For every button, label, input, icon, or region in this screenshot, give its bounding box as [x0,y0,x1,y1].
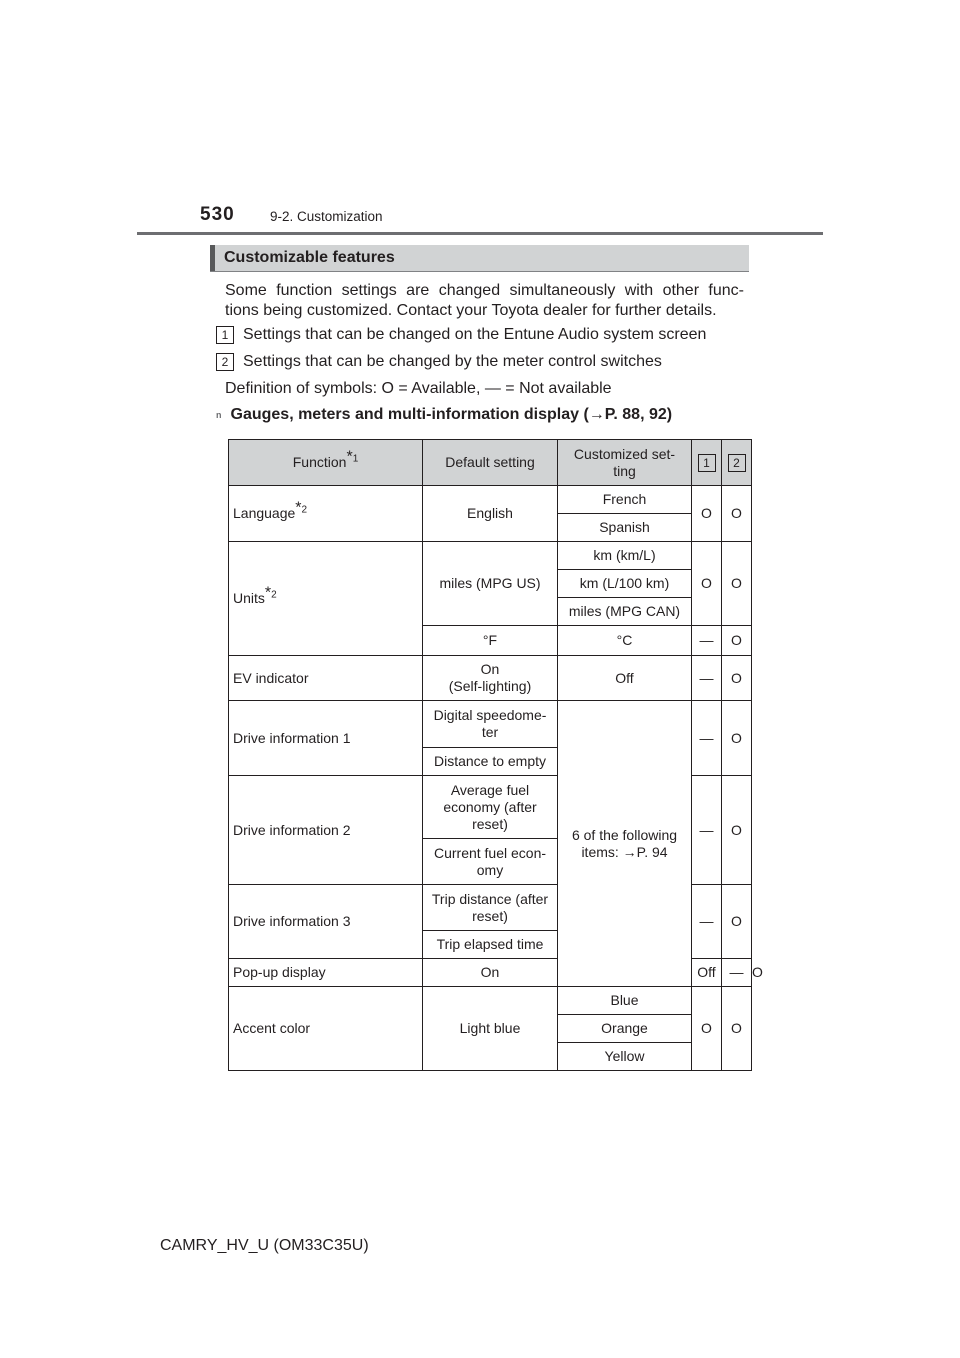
custom-option: miles (MPG CAN) [558,598,692,626]
availability-mark: — [722,959,752,987]
custom-option: °C [558,626,692,656]
header-col-2 [722,440,752,486]
availability-mark: O [722,701,752,776]
header-custom: Customized set- ting [558,440,692,486]
availability-mark: O [722,656,752,701]
table-row [229,486,752,514]
header-divider [137,232,823,235]
row-label-accent-color: Accent color [229,987,423,1071]
number-1-icon: 1 [216,326,234,344]
subsection-title: Gauges, meters and multi-information display (→P. 88, 92) [230,406,673,423]
availability-mark: O [722,542,752,626]
table-row: Pop-up display On Off — O [229,959,752,987]
row-label-drive-info-2: Drive information 2 [229,776,423,885]
number-1-icon: 1 [698,454,716,472]
table-row [229,701,752,748]
custom-option: Yellow [558,1043,692,1071]
custom-option: km (km/L) [558,542,692,570]
row-label-popup-display: Pop-up display [229,959,423,987]
number-2-icon: 2 [728,454,746,472]
bullet-icon: n [216,410,222,420]
availability-mark: — [692,776,722,885]
custom-option: Blue [558,987,692,1015]
row-label-drive-info-3: Drive information 3 [229,885,423,959]
legend-item-2 [216,353,662,371]
custom-option: km (L/100 km) [558,570,692,598]
row-label-ev-indicator: EV indicator [229,656,423,701]
custom-option: Off [558,656,692,701]
default-value: Light blue [423,987,558,1071]
intro-line-1: Some function settings are changed simultaneously with other func- [225,282,744,299]
row-label-language: Language*$^2$ [229,486,423,542]
availability-mark: O [722,987,752,1071]
custom-option: 6 of the following items: →P. 94 [558,701,692,987]
legend-item-1 [216,326,706,344]
default-value: Digital speedome- ter [423,701,558,748]
legend-text: Settings that can be changed on the Entune Audio system screen [243,326,707,343]
default-value: Distance to empty [423,748,558,776]
default-value: Average fuel economy (after reset) [423,776,558,839]
availability-mark: — [692,701,722,776]
customization-table [228,439,763,1071]
default-value: Trip elapsed time [423,931,558,959]
header-function: Function*$^1$ [229,440,423,486]
default-value: On [423,959,558,987]
intro-line-2: tions being customized. Contact your Toyota dealer for further details. [225,302,717,319]
table-row [229,656,752,701]
custom-option: Orange [558,1015,692,1043]
number-2-icon: 2 [216,353,234,371]
table-header-row [229,440,752,486]
availability-mark: — [692,656,722,701]
availability-mark: — [692,885,722,959]
document-code: CAMRY_HV_U (OM33C35U) [160,1237,369,1254]
availability-mark: O [692,486,722,542]
default-value: °F [423,626,558,656]
section-heading: Customizable features [224,249,395,266]
header-col-1 [692,440,722,486]
row-label-drive-info-1: Drive information 1 [229,701,423,776]
legend-text: Settings that can be changed by the meter control switches [243,353,662,370]
subsection-heading [216,406,672,424]
table-row [229,987,752,1015]
custom-option: Off [692,959,722,987]
availability-mark: O [692,987,722,1071]
heading-accent-bar [210,245,215,271]
availability-mark: — [692,626,722,656]
custom-option: Spanish [558,514,692,542]
default-value: Trip distance (after reset) [423,885,558,931]
availability-mark: O [722,486,752,542]
header-default: Default setting [423,440,558,486]
availability-mark: O [692,542,722,626]
availability-mark: O [722,626,752,656]
availability-mark: O [722,776,752,885]
section-title: 9-2. Customization [270,209,383,224]
row-label-units: Units*$^2$ [229,542,423,656]
section-heading-box [210,245,749,272]
availability-mark: O [722,885,752,959]
default-value: English [423,486,558,542]
default-value: Current fuel econ- omy [423,839,558,885]
default-value: On (Self-lighting) [423,656,558,701]
table-row [229,542,752,570]
symbol-definition: Definition of symbols: O = Available, — = Not available [225,380,612,397]
default-value: miles (MPG US) [423,542,558,626]
custom-option: French [558,486,692,514]
page-number: 530 [200,204,235,225]
